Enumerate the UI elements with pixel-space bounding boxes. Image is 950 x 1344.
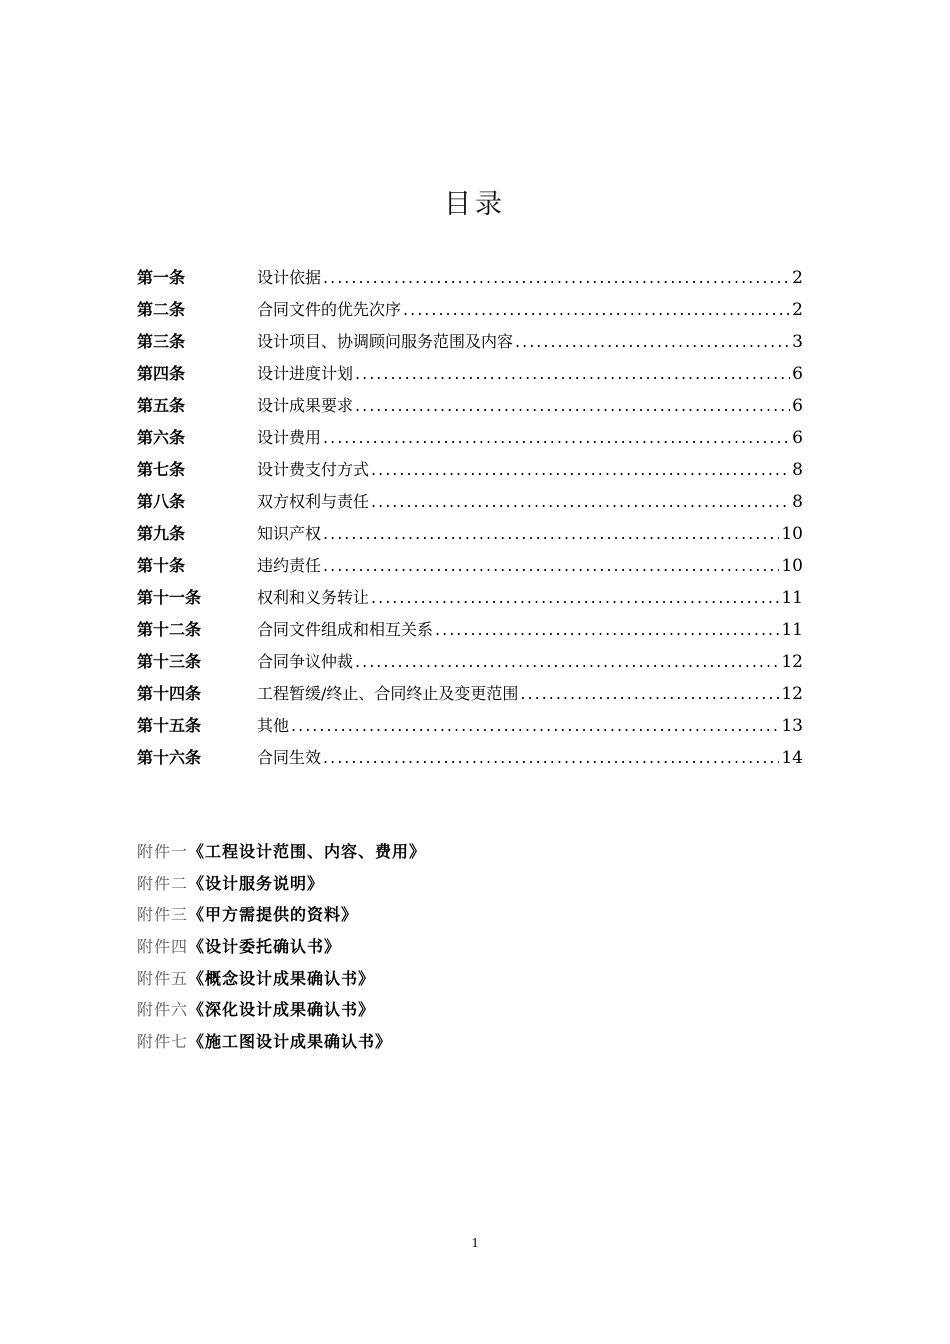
appendix-label: 附件一	[137, 842, 189, 861]
toc-article-number: 第十条	[137, 556, 186, 575]
toc-page-number: 6	[792, 396, 803, 416]
toc-article-number: 第一条	[137, 268, 186, 287]
toc-entry	[137, 358, 803, 390]
toc-entry	[137, 646, 803, 678]
toc-page-number: 12	[781, 652, 803, 672]
toc-article-number: 第三条	[137, 332, 186, 351]
toc-entry	[137, 326, 803, 358]
toc-page-number: 2	[792, 268, 803, 288]
toc-entry	[137, 582, 803, 614]
toc-leader-dots	[371, 582, 779, 614]
toc-article-title: 合同争议仲裁	[257, 652, 354, 671]
toc-article-title: 合同生效	[257, 748, 322, 767]
toc-page-number: 8	[792, 492, 803, 512]
appendix-title: 《设计委托确认书》	[188, 937, 342, 957]
appendix-title: 《深化设计成果确认书》	[188, 1000, 376, 1020]
appendix-label: 附件七	[137, 1032, 189, 1052]
appendix-label: 附件六	[137, 1000, 189, 1020]
toc-leader-dots	[515, 326, 790, 358]
toc-leader-dots	[371, 454, 790, 486]
toc-leader-dots	[323, 262, 790, 294]
toc-article-title: 设计进度计划	[257, 364, 354, 383]
toc-article-number: 第十二条	[137, 620, 202, 639]
toc-page-number: 2	[792, 300, 803, 320]
toc-article-title: 设计费用	[257, 428, 322, 447]
appendix-title: 《工程设计范围、内容、费用》	[188, 842, 427, 861]
toc-leader-dots	[355, 390, 790, 422]
toc-entry	[137, 422, 803, 454]
appendix-item	[137, 836, 803, 868]
toc-page-number: 13	[781, 716, 803, 736]
toc-entry	[137, 614, 803, 646]
toc-article-number: 第四条	[137, 364, 186, 383]
appendix-label: 附件二	[137, 873, 189, 893]
toc-article-title: 工程暂缓/终止、合同终止及变更范围	[257, 684, 519, 703]
appendix-title: 《设计服务说明》	[188, 873, 325, 893]
toc-entry	[137, 390, 803, 422]
toc-article-number: 第五条	[137, 396, 186, 415]
appendix-item	[137, 868, 803, 900]
toc-article-number: 第八条	[137, 492, 186, 511]
toc-entry	[137, 454, 803, 486]
toc-leader-dots	[355, 358, 790, 390]
toc-article-title: 设计成果要求	[257, 396, 354, 415]
toc-article-number: 第二条	[137, 300, 186, 319]
appendix-label: 附件三	[137, 905, 189, 925]
toc-leader-dots	[520, 678, 779, 710]
toc-leader-dots	[323, 550, 779, 582]
appendix-item	[137, 931, 803, 963]
page-title: 目录	[444, 189, 506, 220]
toc-leader-dots	[371, 486, 790, 518]
toc-article-number: 第七条	[137, 460, 186, 479]
toc-article-number: 第十五条	[137, 716, 202, 735]
appendix-title: 《施工图设计成果确认书》	[188, 1032, 393, 1052]
toc-entry	[137, 518, 803, 550]
toc-page-number: 10	[781, 556, 803, 576]
appendix-label: 附件五	[137, 968, 189, 988]
toc-article-number: 第十四条	[137, 684, 202, 703]
appendix-title: 《概念设计成果确认书》	[188, 968, 376, 988]
toc-page-number: 12	[781, 684, 803, 704]
table-of-contents	[137, 262, 803, 774]
toc-entry	[137, 550, 803, 582]
toc-page-number: 6	[792, 364, 803, 384]
toc-leader-dots	[435, 614, 779, 646]
toc-entry	[137, 486, 803, 518]
appendix-list	[137, 836, 803, 1058]
toc-article-number: 第十六条	[137, 748, 202, 767]
toc-article-title: 合同文件组成和相互关系	[257, 620, 434, 639]
toc-article-title: 设计依据	[257, 268, 322, 287]
toc-entry	[137, 710, 803, 742]
appendix-item	[137, 1026, 803, 1058]
toc-leader-dots	[323, 422, 790, 454]
toc-article-title: 知识产权	[257, 524, 322, 543]
toc-leader-dots	[323, 518, 779, 550]
toc-page-number: 6	[792, 428, 803, 448]
appendix-title: 《甲方需提供的资料》	[188, 905, 359, 925]
toc-article-title: 设计费支付方式	[257, 460, 370, 479]
toc-article-title: 违约责任	[257, 556, 322, 575]
toc-page-number: 14	[781, 748, 803, 768]
appendix-label: 附件四	[137, 937, 189, 957]
toc-entry	[137, 742, 803, 774]
toc-leader-dots	[355, 646, 779, 678]
appendix-item	[137, 899, 803, 931]
toc-leader-dots	[323, 742, 779, 774]
toc-article-title: 合同文件的优先次序	[257, 300, 402, 319]
toc-leader-dots	[291, 710, 779, 742]
toc-article-title: 权利和义务转让	[257, 588, 370, 607]
toc-page-number: 11	[781, 620, 803, 640]
appendix-item	[137, 963, 803, 995]
toc-article-title: 其他	[257, 716, 290, 735]
toc-article-number: 第十三条	[137, 652, 202, 671]
toc-entry	[137, 678, 803, 710]
toc-entry	[137, 262, 803, 294]
toc-article-title: 设计项目、协调顾问服务范围及内容	[257, 332, 514, 351]
toc-leader-dots	[403, 294, 790, 326]
toc-page-number: 10	[781, 524, 803, 544]
toc-page-number: 3	[792, 332, 803, 352]
toc-page-number: 8	[792, 460, 803, 480]
toc-article-number: 第六条	[137, 428, 186, 447]
toc-entry	[137, 294, 803, 326]
toc-page-number: 11	[781, 588, 803, 608]
toc-article-title: 双方权利与责任	[257, 492, 370, 511]
appendix-item	[137, 994, 803, 1026]
toc-article-number: 第十一条	[137, 588, 202, 607]
page-number: 1	[471, 1236, 479, 1251]
toc-article-number: 第九条	[137, 524, 186, 543]
